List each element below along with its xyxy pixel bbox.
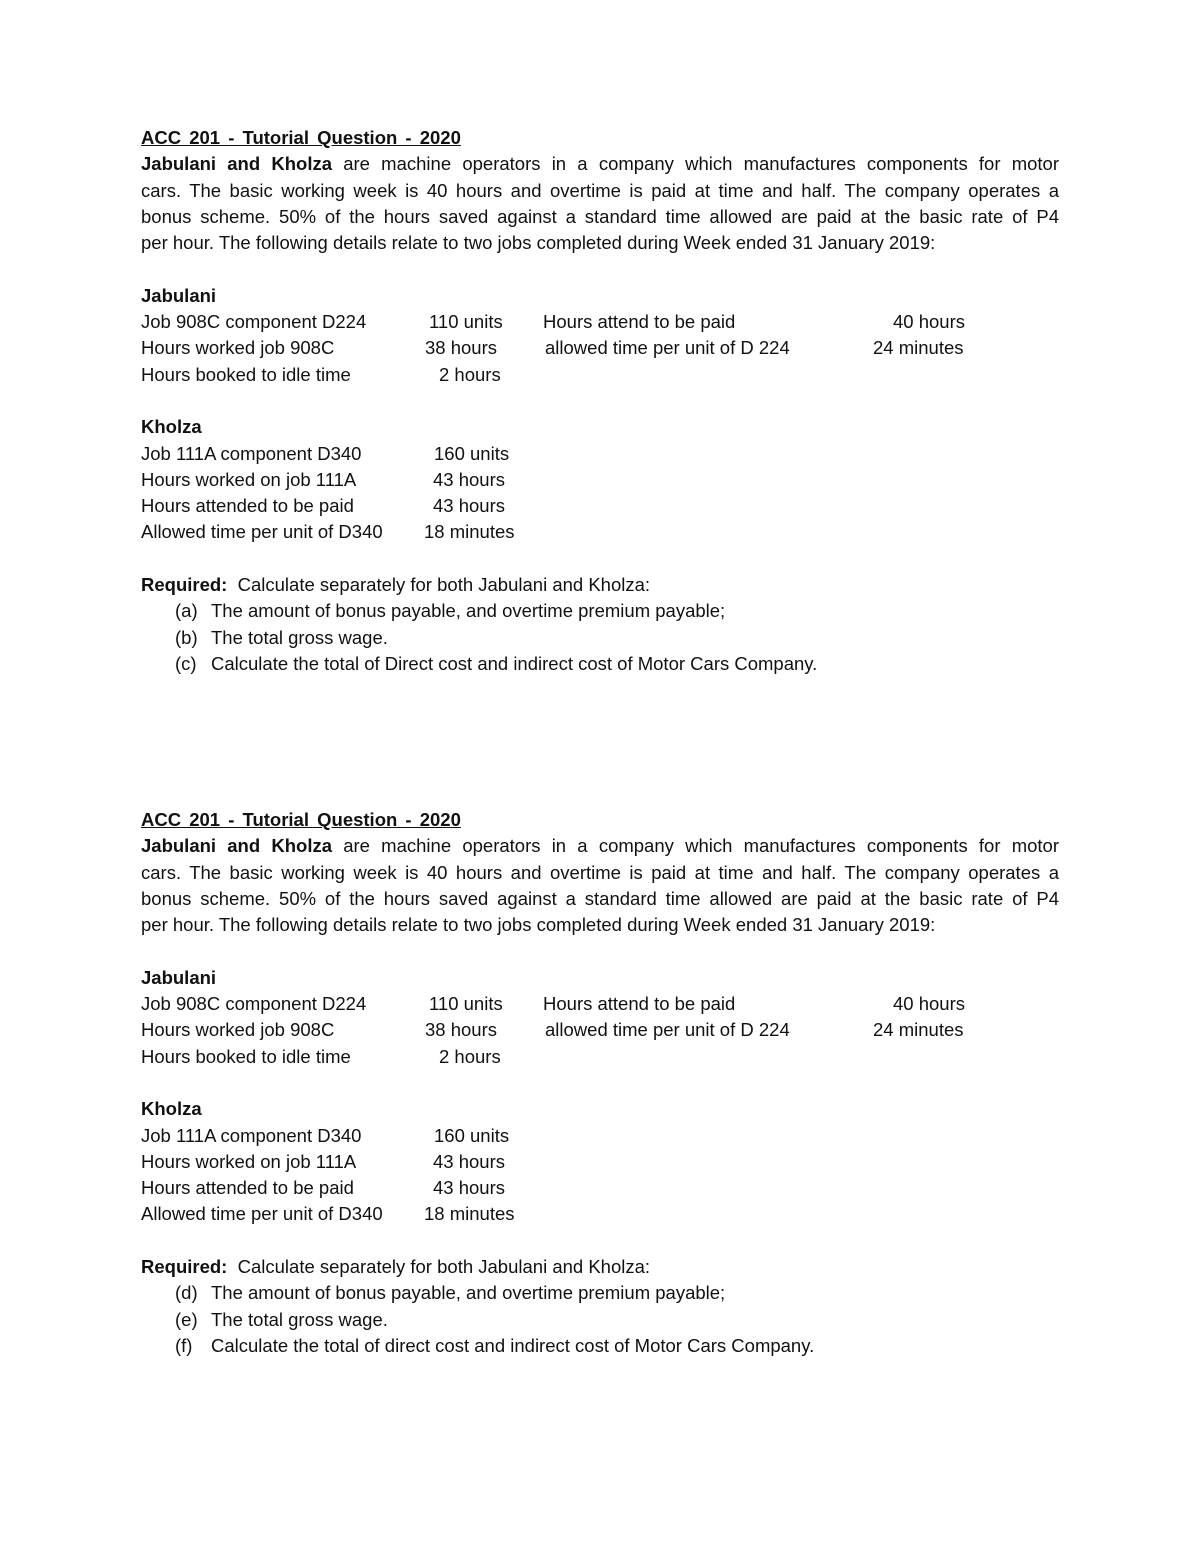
row-label: Hours booked to idle time xyxy=(141,363,351,385)
intro-line-4: per hour. The following details relate to two jobs completed during Week ended 31 January 2019: xyxy=(141,914,936,936)
intro-line-2: cars. The basic working week is 40 hours and overtime is paid at time and half. The company operates a xyxy=(141,179,1059,201)
required-line xyxy=(141,1254,1061,1280)
row-label: Hours attended to be paid xyxy=(141,495,354,517)
item-label: (d) xyxy=(175,1282,198,1304)
jabulani-row xyxy=(141,1044,1061,1070)
row-label: Hours worked on job 111A xyxy=(141,1150,357,1172)
row-label: Hours worked on job 111A xyxy=(141,468,357,490)
item-label: (e) xyxy=(175,1308,198,1330)
spacer xyxy=(141,546,1061,572)
item-text: The total gross wage. xyxy=(211,1308,388,1330)
intro-line-3: bonus scheme. 50% of the hours saved against a standard time allowed are paid at the basic rate of P4 xyxy=(141,887,1059,909)
row-value: 43 hours xyxy=(433,468,505,490)
row-label-2: Hours attend to be paid xyxy=(543,311,736,333)
row-value: 110 units xyxy=(429,993,503,1015)
required-label: Required: xyxy=(141,574,228,596)
kholza-heading: Kholza xyxy=(141,1098,202,1120)
row-value: 38 hours xyxy=(425,1019,497,1041)
kholza-row xyxy=(141,441,1061,467)
item-text: The amount of bonus payable, and overtime premium payable; xyxy=(211,600,726,622)
jabulani-heading: Jabulani xyxy=(141,284,217,306)
spacer xyxy=(141,1228,1061,1254)
row-value: 43 hours xyxy=(433,1177,505,1199)
row-label: Allowed time per unit of D340 xyxy=(141,521,383,543)
row-value-2: 40 hours xyxy=(893,993,965,1015)
row-value-2: 40 hours xyxy=(893,311,965,333)
required-label: Required: xyxy=(141,1256,228,1278)
required-text: Calculate separately for both Jabulani and Kholza: xyxy=(227,574,651,596)
row-label: Hours worked job 908C xyxy=(141,1019,335,1041)
kholza-row xyxy=(141,467,1061,493)
item-text: Calculate the total of Direct cost and indirect cost of Motor Cars Company. xyxy=(211,652,818,674)
jabulani-row xyxy=(141,1017,1061,1043)
row-value: 2 hours xyxy=(439,363,501,385)
jabulani-row xyxy=(141,309,1061,335)
item-label: (b) xyxy=(175,626,198,648)
row-label: Allowed time per unit of D340 xyxy=(141,1203,383,1225)
intro-names: Jabulani and Kholza xyxy=(141,835,333,857)
kholza-row xyxy=(141,1123,1061,1149)
intro-names: Jabulani and Kholza xyxy=(141,153,333,175)
jabulani-row xyxy=(141,362,1061,388)
page-title: ACC 201 - Tutorial Question - 2020 xyxy=(141,809,461,830)
row-label: Job 111A component D340 xyxy=(141,1124,362,1146)
kholza-row xyxy=(141,493,1061,519)
jabulani-heading: Jabulani xyxy=(141,966,217,988)
row-value: 110 units xyxy=(429,311,503,333)
jabulani-row xyxy=(141,991,1061,1017)
row-label: Job 908C component D224 xyxy=(141,993,367,1015)
row-label: Hours booked to idle time xyxy=(141,1045,351,1067)
row-value: 43 hours xyxy=(433,1150,505,1172)
row-value: 2 hours xyxy=(439,1045,501,1067)
row-label: Hours attended to be paid xyxy=(141,1177,354,1199)
row-label-2: allowed time per unit of D 224 xyxy=(545,337,790,359)
item-text: The total gross wage. xyxy=(211,626,388,648)
intro-line-1 xyxy=(141,151,1059,177)
row-label: Job 908C component D224 xyxy=(141,311,367,333)
required-line xyxy=(141,572,1061,598)
item-label: (f) xyxy=(175,1334,193,1356)
kholza-row xyxy=(141,519,1061,545)
page-title: ACC 201 - Tutorial Question - 2020 xyxy=(141,127,461,148)
row-label: Hours worked job 908C xyxy=(141,337,335,359)
row-value: 160 units xyxy=(434,442,510,464)
row-label-2: allowed time per unit of D 224 xyxy=(545,1019,790,1041)
row-value: 160 units xyxy=(434,1124,510,1146)
kholza-row xyxy=(141,1201,1061,1227)
intro-line-1-rest: are machine operators in a company which manufactures components for motor xyxy=(332,835,1060,857)
item-text: Calculate the total of direct cost and indirect cost of Motor Cars Company. xyxy=(211,1334,815,1356)
question-block-2 xyxy=(141,807,1061,1359)
required-text: Calculate separately for both Jabulani and Kholza: xyxy=(227,1256,651,1278)
spacer xyxy=(141,1070,1061,1096)
row-label: Job 111A component D340 xyxy=(141,442,362,464)
row-label-2: Hours attend to be paid xyxy=(543,993,736,1015)
intro-line-4: per hour. The following details relate to two jobs completed during Week ended 31 January 2019: xyxy=(141,232,936,254)
spacer xyxy=(141,938,1061,964)
required-item xyxy=(141,598,1061,624)
intro-line-1 xyxy=(141,833,1059,859)
item-label: (c) xyxy=(175,652,197,674)
kholza-heading: Kholza xyxy=(141,416,202,438)
intro-line-1-rest: are machine operators in a company which manufactures components for motor xyxy=(332,153,1060,175)
spacer xyxy=(141,256,1061,282)
kholza-row xyxy=(141,1175,1061,1201)
jabulani-row xyxy=(141,335,1061,361)
item-text: The amount of bonus payable, and overtime premium payable; xyxy=(211,1282,726,1304)
row-value-2: 24 minutes xyxy=(873,1019,964,1041)
row-value: 43 hours xyxy=(433,495,505,517)
required-item xyxy=(141,1333,1061,1359)
intro-line-3: bonus scheme. 50% of the hours saved against a standard time allowed are paid at the basic rate of P4 xyxy=(141,205,1059,227)
required-item xyxy=(141,651,1061,677)
row-value: 18 minutes xyxy=(424,521,515,543)
required-item xyxy=(141,1307,1061,1333)
question-block-1 xyxy=(141,125,1061,677)
required-item xyxy=(141,1280,1061,1306)
item-label: (a) xyxy=(175,600,198,622)
spacer xyxy=(141,388,1061,414)
row-value-2: 24 minutes xyxy=(873,337,964,359)
row-value: 18 minutes xyxy=(424,1203,515,1225)
intro-line-2: cars. The basic working week is 40 hours and overtime is paid at time and half. The company operates a xyxy=(141,861,1059,883)
row-value: 38 hours xyxy=(425,337,497,359)
required-item xyxy=(141,625,1061,651)
kholza-row xyxy=(141,1149,1061,1175)
